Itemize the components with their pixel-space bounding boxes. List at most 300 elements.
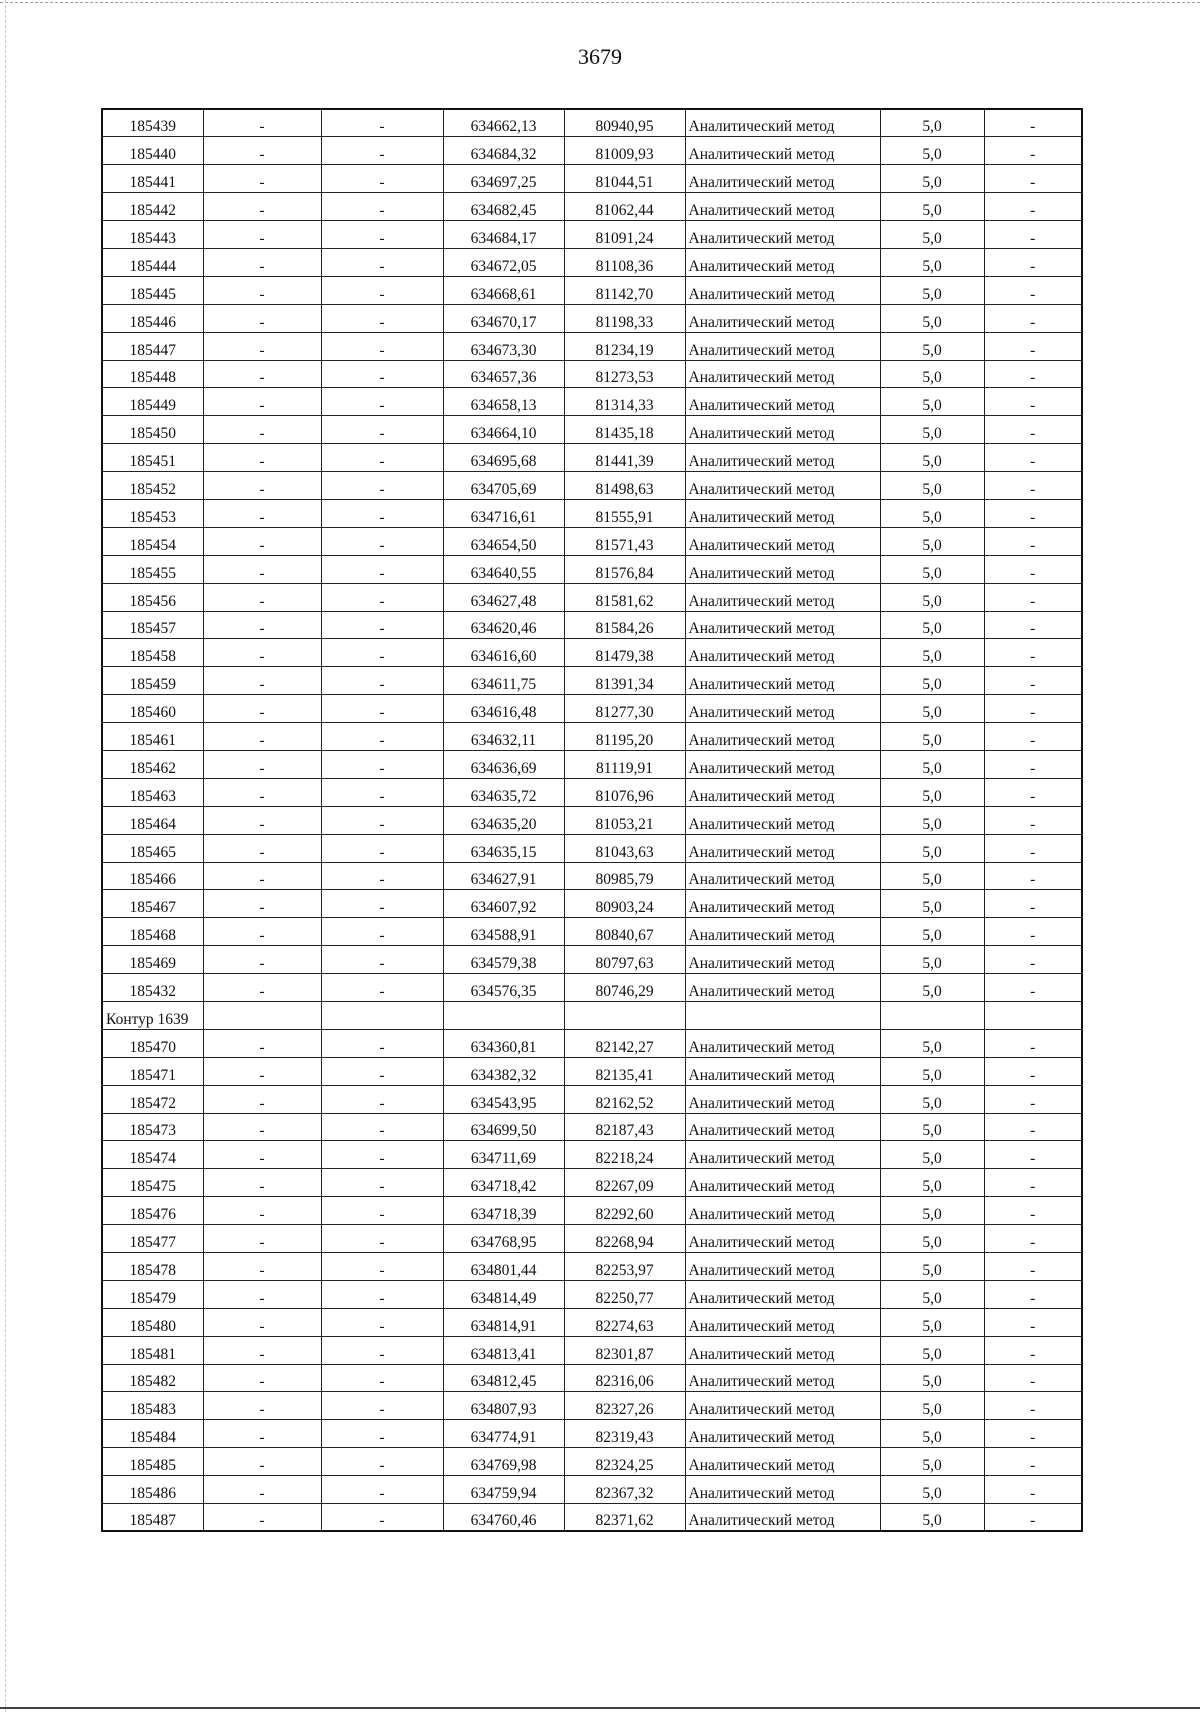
accuracy-cell: 5,0 (880, 583, 984, 611)
dash-cell: - (203, 639, 321, 667)
dash-cell: - (321, 583, 443, 611)
dash-cell: - (984, 1476, 1082, 1504)
point-id-cell: 185484 (102, 1420, 203, 1448)
table-row (102, 1392, 1082, 1420)
scan-bottom-edge (0, 1707, 1200, 1709)
dash-cell: - (203, 946, 321, 974)
y-coordinate-cell: 81119,91 (564, 750, 685, 778)
dash-cell: - (321, 137, 443, 165)
dash-cell: - (321, 667, 443, 695)
y-coordinate-cell: 81076,96 (564, 778, 685, 806)
accuracy-cell: 5,0 (880, 723, 984, 751)
dash-cell: - (984, 946, 1082, 974)
x-coordinate-cell: 634814,49 (443, 1280, 564, 1308)
y-coordinate-cell: 81043,63 (564, 834, 685, 862)
dash-cell: - (203, 1364, 321, 1392)
table-row (102, 276, 1082, 304)
point-id-cell: 185466 (102, 862, 203, 890)
point-id-cell: 185481 (102, 1336, 203, 1364)
method-cell: Аналитический метод (685, 834, 880, 862)
accuracy-cell: 5,0 (880, 1392, 984, 1420)
accuracy-cell: 5,0 (880, 1504, 984, 1532)
x-coordinate-cell: 634807,93 (443, 1392, 564, 1420)
accuracy-cell: 5,0 (880, 639, 984, 667)
point-id-cell: 185470 (102, 1029, 203, 1057)
method-cell: Аналитический метод (685, 695, 880, 723)
y-coordinate-cell: 82327,26 (564, 1392, 685, 1420)
y-coordinate-cell: 81044,51 (564, 165, 685, 193)
table-row (102, 695, 1082, 723)
x-coordinate-cell: 634801,44 (443, 1253, 564, 1281)
table-row (102, 304, 1082, 332)
method-cell: Аналитический метод (685, 778, 880, 806)
accuracy-cell: 5,0 (880, 806, 984, 834)
dash-cell: - (321, 388, 443, 416)
dash-cell: - (321, 248, 443, 276)
accuracy-cell: 5,0 (880, 221, 984, 249)
x-coordinate-cell: 634636,69 (443, 750, 564, 778)
accuracy-cell: 5,0 (880, 611, 984, 639)
table-row (102, 555, 1082, 583)
dash-cell: - (321, 1280, 443, 1308)
point-id-cell: 185441 (102, 165, 203, 193)
y-coordinate-cell: 81571,43 (564, 527, 685, 555)
accuracy-cell: 5,0 (880, 1253, 984, 1281)
dash-cell: - (984, 1448, 1082, 1476)
table-row (102, 750, 1082, 778)
dash-cell: - (203, 193, 321, 221)
y-coordinate-cell: 82253,97 (564, 1253, 685, 1281)
y-coordinate-cell: 81234,19 (564, 332, 685, 360)
contour-empty-cell (685, 1002, 880, 1030)
point-id-cell: 185476 (102, 1197, 203, 1225)
accuracy-cell: 5,0 (880, 1085, 984, 1113)
dash-cell: - (984, 444, 1082, 472)
y-coordinate-cell: 82218,24 (564, 1141, 685, 1169)
dash-cell: - (984, 416, 1082, 444)
method-cell: Аналитический метод (685, 1392, 880, 1420)
contour-empty-cell (203, 1002, 321, 1030)
accuracy-cell: 5,0 (880, 1280, 984, 1308)
table-row (102, 388, 1082, 416)
dash-cell: - (321, 276, 443, 304)
x-coordinate-cell: 634657,36 (443, 360, 564, 388)
dash-cell: - (321, 890, 443, 918)
table-row (102, 137, 1082, 165)
table-row (102, 1253, 1082, 1281)
x-coordinate-cell: 634662,13 (443, 109, 564, 137)
method-cell: Аналитический метод (685, 472, 880, 500)
y-coordinate-cell: 82274,63 (564, 1308, 685, 1336)
dash-cell: - (984, 890, 1082, 918)
x-coordinate-cell: 634635,15 (443, 834, 564, 862)
y-coordinate-cell: 82324,25 (564, 1448, 685, 1476)
dash-cell: - (203, 918, 321, 946)
x-coordinate-cell: 634382,32 (443, 1057, 564, 1085)
method-cell: Аналитический метод (685, 416, 880, 444)
dash-cell: - (321, 1029, 443, 1057)
x-coordinate-cell: 634672,05 (443, 248, 564, 276)
dash-cell: - (321, 1504, 443, 1532)
point-id-cell: 185458 (102, 639, 203, 667)
page-number: 3679 (578, 44, 622, 69)
y-coordinate-cell: 81195,20 (564, 723, 685, 751)
method-cell: Аналитический метод (685, 1448, 880, 1476)
point-id-cell: 185461 (102, 723, 203, 751)
table-row (102, 193, 1082, 221)
y-coordinate-cell: 82187,43 (564, 1113, 685, 1141)
table-row (102, 1029, 1082, 1057)
dash-cell: - (321, 611, 443, 639)
dash-cell: - (321, 974, 443, 1002)
x-coordinate-cell: 634658,13 (443, 388, 564, 416)
x-coordinate-cell: 634664,10 (443, 416, 564, 444)
dash-cell: - (203, 137, 321, 165)
table-row (102, 918, 1082, 946)
point-id-cell: 185454 (102, 527, 203, 555)
accuracy-cell: 5,0 (880, 388, 984, 416)
x-coordinate-cell: 634579,38 (443, 946, 564, 974)
point-id-cell: 185485 (102, 1448, 203, 1476)
dash-cell: - (203, 1141, 321, 1169)
dash-cell: - (203, 248, 321, 276)
point-id-cell: 185474 (102, 1141, 203, 1169)
x-coordinate-cell: 634654,50 (443, 527, 564, 555)
point-id-cell: 185483 (102, 1392, 203, 1420)
method-cell: Аналитический метод (685, 1197, 880, 1225)
dash-cell: - (321, 1420, 443, 1448)
dash-cell: - (203, 750, 321, 778)
dash-cell: - (321, 1057, 443, 1085)
point-id-cell: 185477 (102, 1225, 203, 1253)
point-id-cell: 185447 (102, 332, 203, 360)
dash-cell: - (203, 472, 321, 500)
dash-cell: - (984, 137, 1082, 165)
accuracy-cell: 5,0 (880, 332, 984, 360)
table-row (102, 639, 1082, 667)
method-cell: Аналитический метод (685, 137, 880, 165)
point-id-cell: 185444 (102, 248, 203, 276)
dash-cell: - (984, 1253, 1082, 1281)
dash-cell: - (321, 304, 443, 332)
dash-cell: - (321, 1197, 443, 1225)
dash-cell: - (203, 1308, 321, 1336)
method-cell: Аналитический метод (685, 750, 880, 778)
y-coordinate-cell: 80903,24 (564, 890, 685, 918)
point-id-cell: 185487 (102, 1504, 203, 1532)
method-cell: Аналитический метод (685, 1253, 880, 1281)
dash-cell: - (984, 862, 1082, 890)
dash-cell: - (321, 806, 443, 834)
method-cell: Аналитический метод (685, 974, 880, 1002)
x-coordinate-cell: 634670,17 (443, 304, 564, 332)
contour-empty-cell (564, 1002, 685, 1030)
y-coordinate-cell: 81108,36 (564, 248, 685, 276)
dash-cell: - (321, 723, 443, 751)
method-cell: Аналитический метод (685, 165, 880, 193)
dash-cell: - (203, 862, 321, 890)
contour-empty-cell (984, 1002, 1082, 1030)
table-row (102, 1225, 1082, 1253)
dash-cell: - (321, 1169, 443, 1197)
dash-cell: - (984, 1085, 1082, 1113)
point-id-cell: 185463 (102, 778, 203, 806)
dash-cell: - (984, 639, 1082, 667)
y-coordinate-cell: 81441,39 (564, 444, 685, 472)
accuracy-cell: 5,0 (880, 862, 984, 890)
accuracy-cell: 5,0 (880, 974, 984, 1002)
accuracy-cell: 5,0 (880, 1029, 984, 1057)
contour-empty-cell (321, 1002, 443, 1030)
table-row (102, 1308, 1082, 1336)
dash-cell: - (984, 332, 1082, 360)
x-coordinate-cell: 634640,55 (443, 555, 564, 583)
dash-cell: - (321, 444, 443, 472)
method-cell: Аналитический метод (685, 1336, 880, 1364)
dash-cell: - (321, 1085, 443, 1113)
table-row (102, 416, 1082, 444)
dash-cell: - (984, 1504, 1082, 1532)
dash-cell: - (321, 221, 443, 249)
x-coordinate-cell: 634718,42 (443, 1169, 564, 1197)
accuracy-cell: 5,0 (880, 1141, 984, 1169)
accuracy-cell: 5,0 (880, 750, 984, 778)
dash-cell: - (984, 723, 1082, 751)
point-id-cell: 185446 (102, 304, 203, 332)
table-row (102, 527, 1082, 555)
point-id-cell: 185469 (102, 946, 203, 974)
method-cell: Аналитический метод (685, 1308, 880, 1336)
accuracy-cell: 5,0 (880, 193, 984, 221)
table-row (102, 248, 1082, 276)
accuracy-cell: 5,0 (880, 1476, 984, 1504)
table-row (102, 1141, 1082, 1169)
table-row (102, 1280, 1082, 1308)
dash-cell: - (984, 778, 1082, 806)
x-coordinate-cell: 634774,91 (443, 1420, 564, 1448)
x-coordinate-cell: 634635,72 (443, 778, 564, 806)
x-coordinate-cell: 634768,95 (443, 1225, 564, 1253)
dash-cell: - (203, 416, 321, 444)
table-row (102, 583, 1082, 611)
point-id-cell: 185482 (102, 1364, 203, 1392)
dash-cell: - (984, 750, 1082, 778)
y-coordinate-cell: 81555,91 (564, 499, 685, 527)
dash-cell: - (984, 1336, 1082, 1364)
y-coordinate-cell: 81479,38 (564, 639, 685, 667)
accuracy-cell: 5,0 (880, 555, 984, 583)
table-row (102, 332, 1082, 360)
x-coordinate-cell: 634695,68 (443, 444, 564, 472)
point-id-cell: 185480 (102, 1308, 203, 1336)
table-row (102, 1113, 1082, 1141)
dash-cell: - (203, 695, 321, 723)
accuracy-cell: 5,0 (880, 304, 984, 332)
method-cell: Аналитический метод (685, 611, 880, 639)
x-coordinate-cell: 634620,46 (443, 611, 564, 639)
x-coordinate-cell: 634616,60 (443, 639, 564, 667)
x-coordinate-cell: 634813,41 (443, 1336, 564, 1364)
x-coordinate-cell: 634760,46 (443, 1504, 564, 1532)
dash-cell: - (203, 1197, 321, 1225)
accuracy-cell: 5,0 (880, 360, 984, 388)
dash-cell: - (321, 360, 443, 388)
dash-cell: - (984, 695, 1082, 723)
accuracy-cell: 5,0 (880, 1336, 984, 1364)
method-cell: Аналитический метод (685, 639, 880, 667)
y-coordinate-cell: 82250,77 (564, 1280, 685, 1308)
accuracy-cell: 5,0 (880, 248, 984, 276)
dash-cell: - (321, 527, 443, 555)
method-cell: Аналитический метод (685, 1504, 880, 1532)
dash-cell: - (203, 388, 321, 416)
point-id-cell: 185452 (102, 472, 203, 500)
dash-cell: - (203, 527, 321, 555)
dash-cell: - (203, 667, 321, 695)
point-id-cell: 185449 (102, 388, 203, 416)
y-coordinate-cell: 81142,70 (564, 276, 685, 304)
point-id-cell: 185445 (102, 276, 203, 304)
contour-header-section (102, 1002, 1082, 1030)
dash-cell: - (203, 1336, 321, 1364)
table-row (102, 221, 1082, 249)
dash-cell: - (321, 834, 443, 862)
x-coordinate-cell: 634699,50 (443, 1113, 564, 1141)
table-row (102, 1504, 1082, 1532)
y-coordinate-cell: 80840,67 (564, 918, 685, 946)
x-coordinate-cell: 634588,91 (443, 918, 564, 946)
point-id-cell: 185442 (102, 193, 203, 221)
dash-cell: - (203, 276, 321, 304)
y-coordinate-cell: 82267,09 (564, 1169, 685, 1197)
y-coordinate-cell: 80797,63 (564, 946, 685, 974)
x-coordinate-cell: 634716,61 (443, 499, 564, 527)
point-id-cell: 185439 (102, 109, 203, 137)
dash-cell: - (321, 1336, 443, 1364)
accuracy-cell: 5,0 (880, 890, 984, 918)
dash-cell: - (203, 1225, 321, 1253)
dash-cell: - (203, 1280, 321, 1308)
table-row (102, 109, 1082, 137)
dash-cell: - (203, 109, 321, 137)
point-id-cell: 185465 (102, 834, 203, 862)
y-coordinate-cell: 82301,87 (564, 1336, 685, 1364)
method-cell: Аналитический метод (685, 276, 880, 304)
dash-cell: - (984, 221, 1082, 249)
dash-cell: - (321, 946, 443, 974)
y-coordinate-cell: 81314,33 (564, 388, 685, 416)
table-row (102, 1057, 1082, 1085)
coordinates-table (101, 108, 1083, 1532)
accuracy-cell: 5,0 (880, 444, 984, 472)
point-id-cell: 185457 (102, 611, 203, 639)
dash-cell: - (321, 1364, 443, 1392)
x-coordinate-cell: 634684,17 (443, 221, 564, 249)
y-coordinate-cell: 81581,62 (564, 583, 685, 611)
point-id-cell: 185479 (102, 1280, 203, 1308)
method-cell: Аналитический метод (685, 946, 880, 974)
method-cell: Аналитический метод (685, 1225, 880, 1253)
y-coordinate-cell: 82319,43 (564, 1420, 685, 1448)
dash-cell: - (984, 1141, 1082, 1169)
method-cell: Аналитический метод (685, 583, 880, 611)
dash-cell: - (984, 1225, 1082, 1253)
accuracy-cell: 5,0 (880, 137, 984, 165)
dash-cell: - (321, 918, 443, 946)
method-cell: Аналитический метод (685, 1280, 880, 1308)
table-row (102, 1197, 1082, 1225)
y-coordinate-cell: 82135,41 (564, 1057, 685, 1085)
method-cell: Аналитический метод (685, 193, 880, 221)
x-coordinate-cell: 634627,48 (443, 583, 564, 611)
dash-cell: - (984, 304, 1082, 332)
accuracy-cell: 5,0 (880, 834, 984, 862)
y-coordinate-cell: 81273,53 (564, 360, 685, 388)
dash-cell: - (321, 1253, 443, 1281)
accuracy-cell: 5,0 (880, 109, 984, 137)
table-body-part-2 (102, 1029, 1082, 1531)
method-cell: Аналитический метод (685, 723, 880, 751)
dash-cell: - (321, 1113, 443, 1141)
dash-cell: - (203, 555, 321, 583)
contour-row (102, 1002, 1082, 1030)
method-cell: Аналитический метод (685, 918, 880, 946)
table-row (102, 1336, 1082, 1364)
dash-cell: - (321, 1476, 443, 1504)
x-coordinate-cell: 634360,81 (443, 1029, 564, 1057)
table-row (102, 723, 1082, 751)
point-id-cell: 185468 (102, 918, 203, 946)
x-coordinate-cell: 634769,98 (443, 1448, 564, 1476)
table-row (102, 806, 1082, 834)
dash-cell: - (321, 695, 443, 723)
y-coordinate-cell: 81091,24 (564, 221, 685, 249)
contour-label: Контур 1639 (102, 1002, 203, 1030)
method-cell: Аналитический метод (685, 221, 880, 249)
table-row (102, 1476, 1082, 1504)
dash-cell: - (321, 472, 443, 500)
y-coordinate-cell: 81198,33 (564, 304, 685, 332)
x-coordinate-cell: 634635,20 (443, 806, 564, 834)
table-row (102, 946, 1082, 974)
table-row (102, 165, 1082, 193)
point-id-cell: 185464 (102, 806, 203, 834)
accuracy-cell: 5,0 (880, 778, 984, 806)
x-coordinate-cell: 634705,69 (443, 472, 564, 500)
dash-cell: - (984, 248, 1082, 276)
table-row (102, 1420, 1082, 1448)
dash-cell: - (321, 416, 443, 444)
y-coordinate-cell: 82371,62 (564, 1504, 685, 1532)
x-coordinate-cell: 634543,95 (443, 1085, 564, 1113)
method-cell: Аналитический метод (685, 1169, 880, 1197)
dash-cell: - (321, 193, 443, 221)
point-id-cell: 185456 (102, 583, 203, 611)
dash-cell: - (203, 1420, 321, 1448)
table-row (102, 499, 1082, 527)
accuracy-cell: 5,0 (880, 1113, 984, 1141)
contour-empty-cell (880, 1002, 984, 1030)
dash-cell: - (984, 918, 1082, 946)
dash-cell: - (203, 1504, 321, 1532)
dash-cell: - (321, 1225, 443, 1253)
scan-top-edge (0, 2, 1200, 3)
point-id-cell: 185459 (102, 667, 203, 695)
x-coordinate-cell: 634607,92 (443, 890, 564, 918)
dash-cell: - (984, 974, 1082, 1002)
dash-cell: - (203, 444, 321, 472)
dash-cell: - (984, 806, 1082, 834)
